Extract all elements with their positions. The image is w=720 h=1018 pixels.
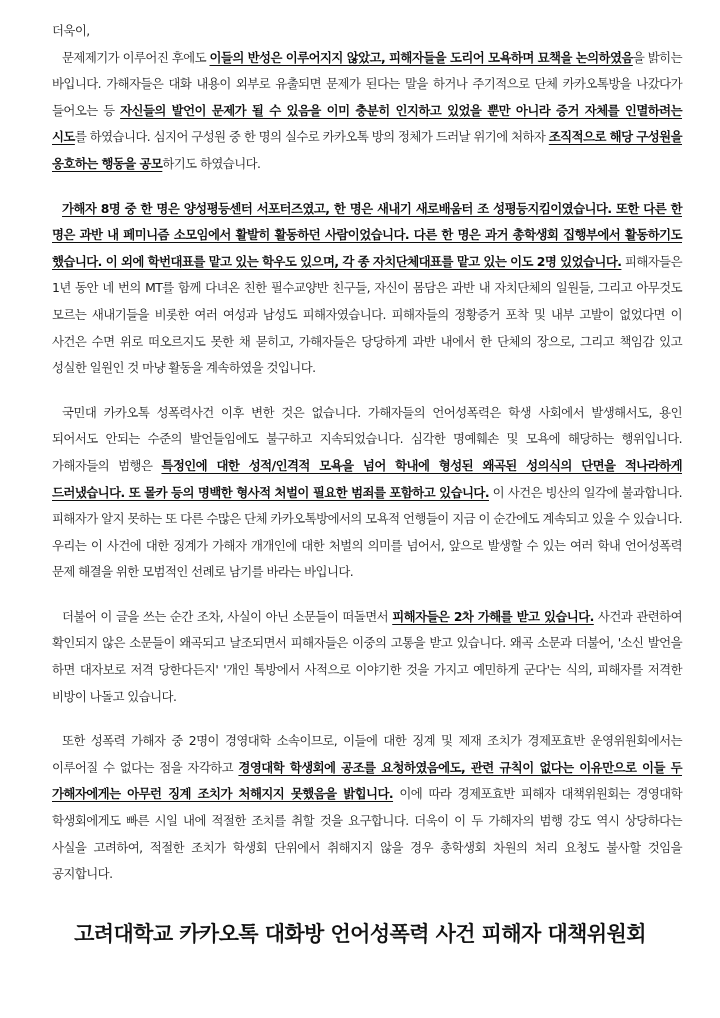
paragraph-gap <box>52 710 682 728</box>
paragraph-gap <box>52 382 682 400</box>
emphasized-text: 피해자들은 2차 가해를 받고 있습니다. <box>392 608 594 624</box>
paragraph-4 <box>52 604 682 710</box>
body-text: 이 사건은 빙산의 일각에 불과합니다. 피해자가 알지 못하는 또 다른 수많은 단체 카카오톡방에서의 모욕적 언행들이 지금 이 순간에도 계속되고 있을 수 있습니다. 우리는 이 사건에 대한 징계가 가해자 개개인에 대한 처벌의 의미를 넘어서, 앞으로 발생할 수 있는 여러 학내 언어성폭력 문제 해결을 위한 모범적인 선례로 남기를 바라는 바입니다. <box>52 484 682 580</box>
body-text: 를 하였습니다. 심지어 구성원 중 한 명의 실수로 카카오톡 방의 정체가 드러날 위기에 처하자 <box>74 129 549 145</box>
paragraph-3 <box>52 400 682 586</box>
paragraph-5 <box>52 728 682 888</box>
emphasized-text: 특정인에 대한 성적/인격적 모욕을 넘어 학내에 형성된 왜곡된 성의식의 단면을 적나라하게 드러냈습니다. 또 몰카 등의 명백한 형사적 처벌이 필요한 범죄를 포함하고 있습니다. <box>52 457 682 500</box>
body-text: 사건과 관련하여 확인되지 않은 소문들이 왜곡되고 날조되면서 피해자들은 이중의 고통을 받고 있습니다. 왜곡 소문과 더불어, '소신 발언을 하면 대자보로 저격 당한다든지' '개인 톡방에서 사적으로 이야기한 것을 가지고 예민하게 군다'는 식의, 피해자를 저격한 비방이 나돌고 있습니다. <box>52 608 683 704</box>
emphasized-text: 경영대학 학생회에 공조를 요청하였음에도, 관련 규칙이 없다는 이유만으로 이들 두 가해자에게는 아무런 징계 조치가 처해지지 못했음을 밝힙니다. <box>52 759 682 802</box>
body-text: 더욱이, <box>52 23 90 38</box>
paragraph-gap <box>52 178 682 196</box>
emphasized-text: 가해자 8명 중 한 명은 양성평등센터 서포터즈였고, 한 명은 새내기 새로배움터 조 성평등지킴이였습니다. 또한 다른 한 명은 과반 내 페미니즘 소모임에서 활발히 활동하던 사람이었습니다. 다른 한 명은 과거 총학생회 집행부에서 활동하기도 했습니다. 이 외에 학번대표를 맡고 있는 학우도 있으며, 각 종 자치단체대표를 맡고 있는 이도 2명 있었습니다. <box>52 200 682 269</box>
body-text: 더불어 이 글을 쓰는 순간 조차, 사실이 아닌 소문들이 떠돌면서 <box>62 608 393 624</box>
paragraph-2 <box>52 196 682 382</box>
body-text: 문제제기가 이루어진 후에도 <box>62 49 210 65</box>
body-text: 또한 성폭력 가해자 중 2명이 경영대학 소속이므로, 이들에 대한 징계 및 제재 조치가 경제포효반 운영위원회에서는 이루어질 수 없다는 점을 자각하고 <box>52 733 682 775</box>
committee-signature: 고려대학교 카카오톡 대화방 언어성폭력 사건 피해자 대책위원회 <box>74 922 646 946</box>
emphasized-text: 자신들의 발언이 문제가 될 수 있음을 이미 충분히 인지하고 있었을 뿐만 아니라 증거 자체를 인멸하려는 시도 <box>52 102 683 145</box>
paragraph-intro <box>52 18 682 45</box>
emphasized-text: 조직적으로 해당 구성원을 옹호하는 행동을 공모 <box>52 129 682 171</box>
body-text: 이에 따라 경제포효반 피해자 대책위원회는 경영대학 학생회에게도 빠른 시일 내에 적절한 조치를 취할 것을 요구합니다. 더욱이 이 두 가해자의 범행 강도 역시 상당하다는 사실을 고려하여, 적절한 조치가 학생회 단위에서 취해지지 않을 경우 총학생회 차원의 처리 요청도 불사할 것임을 공지합니다. <box>52 786 682 882</box>
emphasized-text: 이들의 반성은 이루어지지 않았고, 피해자들을 도리어 모욕하며 묘책을 논의하였음 <box>209 49 633 65</box>
body-text: 피해자들은 1년 동안 네 번의 MT를 함께 다녀온 친한 필수교양반 친구들, 자신이 몸담은 과반 내 자치단체의 일원들, 그리고 아무것도 모르는 새내기들을 비롯한 여러 여성과 남성도 피해자였습니다. 피해자들의 정황증거 포착 및 내부 고발이 없었다면 이 사건은 수면 위로 떠오르지도 못한 채 묻히고, 가해자들은 당당하게 과반 내에서 한 단체의 장으로, 그리고 책임감 있고 성실한 일원인 것 마냥 활동을 계속하였을 것입니다. <box>52 253 682 376</box>
body-text: 을 밝히는 바입니다. 가해자들은 대화 내용이 외부로 유출되면 문제가 된다는 말을 하거나 주기적으로 단체 카카오톡방을 나갔다가 들어오는 등 <box>52 49 682 118</box>
paragraph-gap <box>52 586 682 604</box>
paragraph-1 <box>52 45 682 178</box>
body-text: 국민대 카카오톡 성폭력사건 이후 변한 것은 없습니다. 가해자들의 언어성폭력은 학생 사회에서 발생해서도, 용인 되어서도 안되는 수준의 발언들임에도 불구하고 지속되었습니다. 심각한 명예훼손 및 모욕에 해당하는 행위입니다. 가해자들의 범행은 <box>52 404 682 473</box>
body-text: 하기도 하였습니다. <box>162 155 261 171</box>
